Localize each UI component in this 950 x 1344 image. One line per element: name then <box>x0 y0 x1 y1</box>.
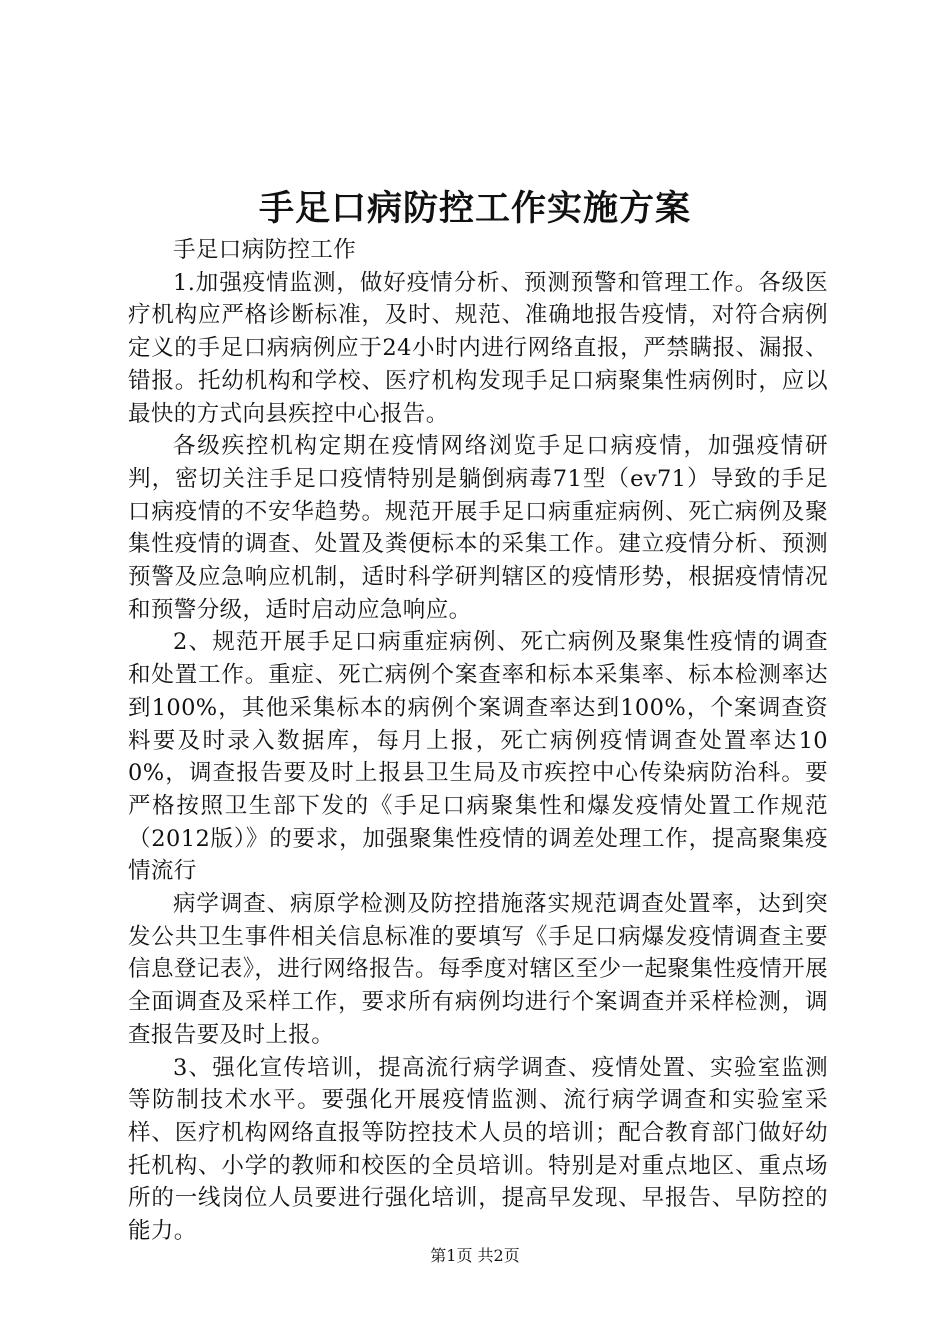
document-title: 手足口病防控工作实施方案 <box>258 188 691 229</box>
section-heading: 手足口病防控工作 <box>173 237 357 263</box>
page-number-label: 第1页 共2页 <box>430 1246 520 1265</box>
paragraph-1: 1.加强疫情监测，做好疫情分析、预测预警和管理工作。各级医疗机构应严格诊断标准，及时、规范、准确地报告疫情，对符合病例定义的手足口病病例应于24小时内进行网络直报，严禁瞒报、漏报、错报。托幼机构和学校、医疗机构发现手足口病聚集性病例时，应以最快的方式向县疾控中心报告。 <box>128 269 828 427</box>
paragraph-2: 各级疾控机构定期在疫情网络浏览手足口病疫情，加强疫情研判，密切关注手足口疫情特别是躺倒病毒71型（ev71）导致的手足口病疫情的不安华趋势。规范开展手足口病重症病例、死亡病例及聚集性疫情的调查、处置及粪便标本的采集工作。建立疫情分析、预测预警及应急响应机制，适时科学研判辖区的疫情形势，根据疫情情况和预警分级，适时启动应急响应。 <box>128 433 828 623</box>
paragraph-5: 3、强化宣传培训，提高流行病学调查、疫情处置、实验室监测等防制技术水平。要强化开展疫情监测、流行病学调查和实验室采样、医疗机构网络直报等防控技术人员的培训；配合教育部门做好幼托机构、小学的教师和校医的全员培训。特别是对重点地区、重点场所的一线岗位人员要进行强化培训，提高早发现、早报告、早防控的能力。 <box>128 1054 828 1245</box>
paragraph-3: 2、规范开展手足口病重症病例、死亡病例及聚集性疫情的调查和处置工作。重症、死亡病例个案查率和标本采集率、标本检测率达到100%，其他采集标本的病例个案调查率达到100%，个案调查资料要及时录入数据库，每月上报，死亡病例疫情调查处置率达100%，调查报告要及时上报县卫生局及市疾控中心传染病防治科。要严格按照卫生部下发的《手足口病聚集性和爆发疫情处置工作规范（2012版）》的要求，加强聚集性疫情的调差处理工作，提高聚集疫情流行 <box>128 629 828 885</box>
page-footer <box>0 1245 950 1267</box>
document-body <box>128 234 828 1248</box>
paragraph-4: 病学调查、病原学检测及防控措施落实规范调查处置率，达到突发公共卫生事件相关信息标准的要填写《手足口病爆发疫情调查主要信息登记表》，进行网络报告。每季度对辖区至少一起聚集性疫情开展全面调查及采样工作，要求所有病例均进行个案调查并采样检测，调查报告要及时上报。 <box>128 891 828 1048</box>
